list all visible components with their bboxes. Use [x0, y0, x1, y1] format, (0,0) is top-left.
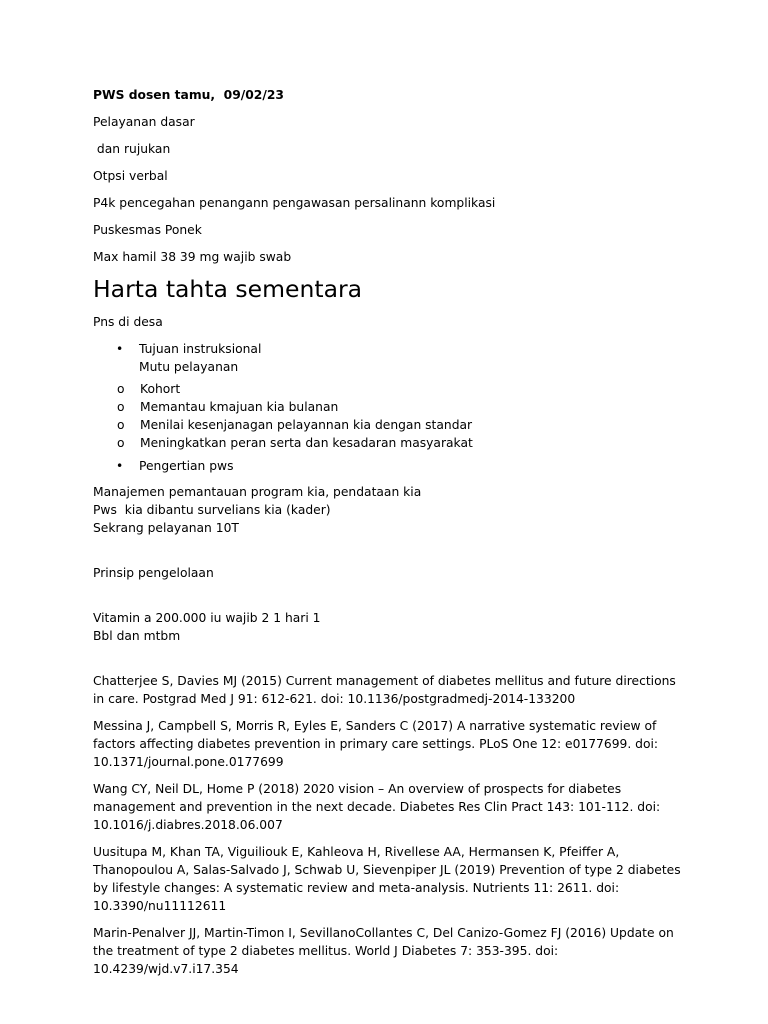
sub-list-item	[93, 434, 683, 452]
document-title: PWS dosen tamu, 09/02/23	[93, 88, 284, 102]
text-line: Pelayanan dasar	[93, 115, 195, 129]
list-item	[93, 457, 683, 475]
list-item-label: Pengertian pws	[139, 459, 234, 473]
text-line: Vitamin a 200.000 iu wajib 2 1 hari 1	[93, 611, 321, 625]
text-line: Sekrang pelayanan 10T	[93, 521, 239, 535]
sub-list-item	[93, 380, 683, 398]
text-line: Max hamil 38 39 mg wajib swab	[93, 250, 292, 264]
text-block	[93, 609, 683, 645]
sub-list-item	[93, 416, 683, 434]
text-line: Puskesmas Ponek	[93, 223, 202, 237]
sub-list-item-label: Menilai kesenjanagan pelayannan kia dengan standar	[140, 418, 473, 432]
text-block	[93, 483, 683, 537]
text-line: Pws kia dibantu survelians kia (kader)	[93, 503, 331, 517]
text-line: Bbl dan mtbm	[93, 629, 181, 643]
sub-list-item-label: Meningkatkan peran serta dan kesadaran masyarakat	[140, 436, 473, 450]
text-line: Prinsip pengelolaan	[93, 566, 214, 580]
spacer	[93, 546, 683, 564]
text-line: Pns di desa	[93, 315, 163, 329]
reference-item: Uusitupa M, Khan TA, Viguiliouk E, Kahleova H, Rivellese AA, Hermansen K, Pfeiffer A, Thanopoulou A, Salas-Salvado J, Schwab U, Sievenpiper JL (2019) Prevention of type 2 diabetes by lifestyle changes: A systematic review and meta-analysis. Nutrients 11: 2611. doi: 10.3390/nu11112611	[93, 845, 681, 913]
sub-list-item	[93, 398, 683, 416]
text-line: Manajemen pemantauan program kia, pendataan kia	[93, 485, 422, 499]
sub-list-item-label: Memantau kmajuan kia bulanan	[140, 400, 339, 414]
reference-item: Chatterjee S, Davies MJ (2015) Current management of diabetes mellitus and future directions in care. Postgrad Med J 91: 612-621. doi: 10.1136/postgradmedj-2014-133200	[93, 674, 676, 706]
bullet-list	[93, 457, 683, 475]
reference-item: Wang CY, Neil DL, Home P (2018) 2020 vision – An overview of prospects for diabetes management and prevention in the next decade. Diabetes Res Clin Pract 143: 101-112. doi: 10.1016/j.diabres.2018.06.007	[93, 782, 661, 832]
sub-bullet-list	[93, 380, 683, 452]
circle-bullet-icon: o	[117, 400, 125, 414]
sub-list-item-label: Kohort	[140, 382, 181, 396]
reference-list	[93, 672, 683, 978]
section-heading: Harta tahta sementara	[93, 275, 363, 303]
bullet-icon: •	[116, 342, 124, 356]
circle-bullet-icon: o	[117, 382, 125, 396]
text-line: dan rujukan	[93, 142, 171, 156]
text-line: P4k pencegahan penangann pengawasan persalinann komplikasi	[93, 196, 496, 210]
list-item-label: Tujuan instruksional	[139, 342, 262, 356]
list-item	[93, 340, 683, 376]
bullet-list	[93, 340, 683, 376]
spacer	[93, 591, 683, 609]
bullet-icon: •	[116, 459, 124, 473]
circle-bullet-icon: o	[117, 418, 125, 432]
list-item-continuation: Mutu pelayanan	[139, 360, 239, 374]
reference-item: Messina J, Campbell S, Morris R, Eyles E, Sanders C (2017) A narrative systematic review of factors affecting diabetes prevention in primary care settings. PLoS One 12: e0177699. doi: 10.1371/journal.pone.0177699	[93, 719, 659, 769]
reference-item: Marin-Penalver JJ, Martin-Timon I, SevillanoCollantes C, Del Canizo-Gomez FJ (2016) Update on the treatment of type 2 diabetes mellitus. World J Diabetes 7: 353-395. doi: 10.4239/wjd.v7.i17.354	[93, 926, 674, 976]
circle-bullet-icon: o	[117, 436, 125, 450]
text-line: Otpsi verbal	[93, 169, 168, 183]
document-body	[93, 86, 683, 987]
